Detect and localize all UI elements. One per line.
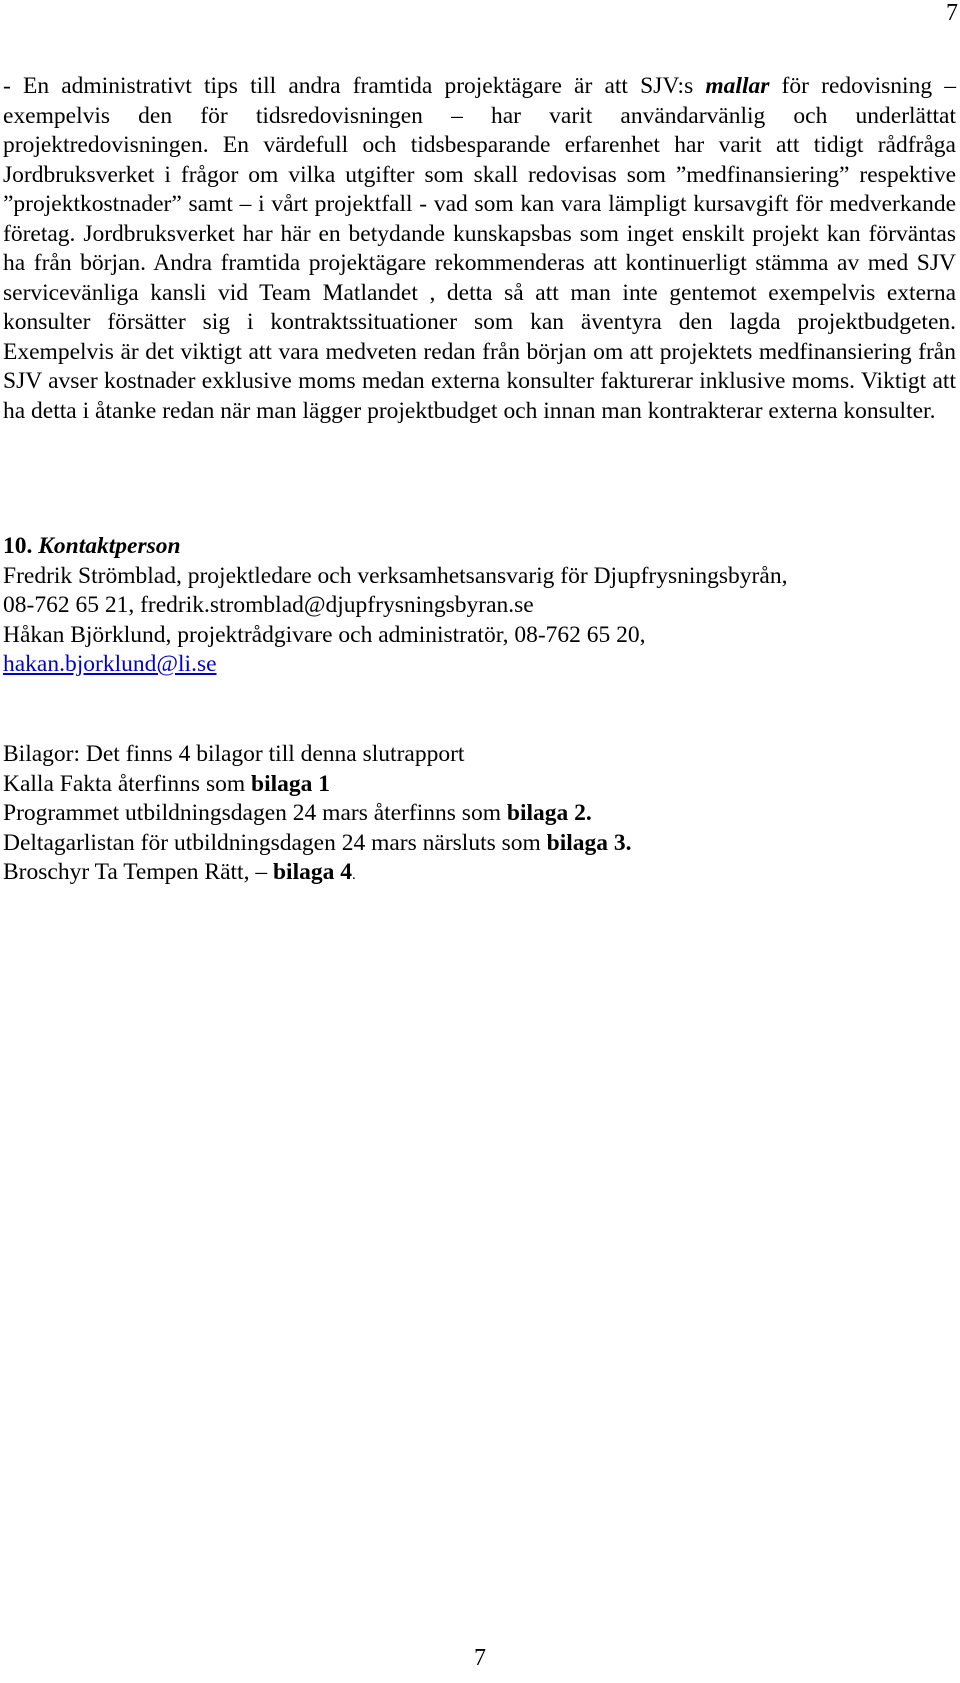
page-number-top: 7 [946, 0, 958, 26]
paragraph-text-rest: för redovisning – exempelvis den för tidsredovisningen – har varit användarvänlig och underlättat projektredovisningen. En värdefull och tidsbesparande erfarenhet har varit att tidigt rådfråga Jordbruksverket i frågor om vilka utgifter som skall redovisas som ”medfinansiering” respektive ”projektkostnader” samt – i vårt projektfall - vad som kan vara lämpligt kursavgift för medverkande företag. Jordbruksverket har här en betydande kunskapsbas som inget enskilt projekt kan förväntas ha från början. Andra framtida projektägare rekommenderas att kontinuerligt stämma av med SJV servicevänliga kansli vid Team Matlandet , detta så att man inte gentemot exempelvis externa konsulter försätter sig i kontraktssituationer som kan äventyra den lagda projektbudgeten. Exempelvis är det viktigt att vara medveten redan från början om att projektets medfinansiering från SJV avser kostnader exklusive moms medan externa konsulter fakturerar inklusive moms. Viktigt att ha detta i åtanke redan när man lägger projektbudget och innan man kontrakterar externa konsulter. [3, 73, 956, 424]
attachment-text: Programmet utbildningsdagen 24 mars återfinns som [3, 800, 507, 826]
attachment-label: bilaga 1 [251, 770, 331, 797]
attachment-text: Deltagarlistan för utbildningsdagen 24 mars närsluts som [3, 829, 547, 856]
attachments-intro: Bilagor: Det finns 4 bilagor till denna slutrapport [3, 741, 465, 767]
section-heading [3, 532, 956, 562]
attachments-list [3, 740, 956, 891]
attachment-item-4 [3, 858, 956, 891]
section-title: Kontaktperson [38, 533, 181, 559]
section-number: 10. [3, 533, 33, 559]
attachment-label: bilaga 2. [506, 800, 592, 826]
attachment-tail: . [351, 867, 356, 883]
attachment-label: bilaga 3. [546, 829, 632, 856]
contact-person-2-email-link[interactable]: hakan.bjorklund@li.se [3, 651, 217, 677]
contact-person-1-line-2: 08-762 65 21, fredrik.stromblad@djupfrysningsbyran.se [3, 592, 534, 618]
page-number-bottom: 7 [474, 1645, 486, 1671]
contact-person-2-line-1: Håkan Björklund, projektrådgivare och administratör, 08-762 65 20, [3, 621, 646, 648]
attachment-text: Kalla Fakta återfinns som [3, 770, 251, 797]
attachment-label: bilaga 4 [272, 859, 352, 885]
body-paragraph-container [3, 72, 956, 426]
attachment-item-3 [3, 829, 956, 859]
contact-person-1-line-1: Fredrik Strömblad, projektledare och verksamhetsansvarig för Djupfrysningsbyrån, [3, 562, 788, 589]
attachment-text: Broschyr Ta Tempen Rätt, – [3, 859, 273, 885]
paragraph-text-prefix: - En administrativt tips till andra framtida projektägare är att SJV:s [3, 73, 706, 99]
emphasis-mallar: mallar [705, 73, 770, 99]
attachment-item-2 [3, 799, 956, 829]
body-paragraph [3, 72, 956, 426]
attachment-item-1 [3, 770, 956, 800]
contact-section [3, 532, 956, 680]
